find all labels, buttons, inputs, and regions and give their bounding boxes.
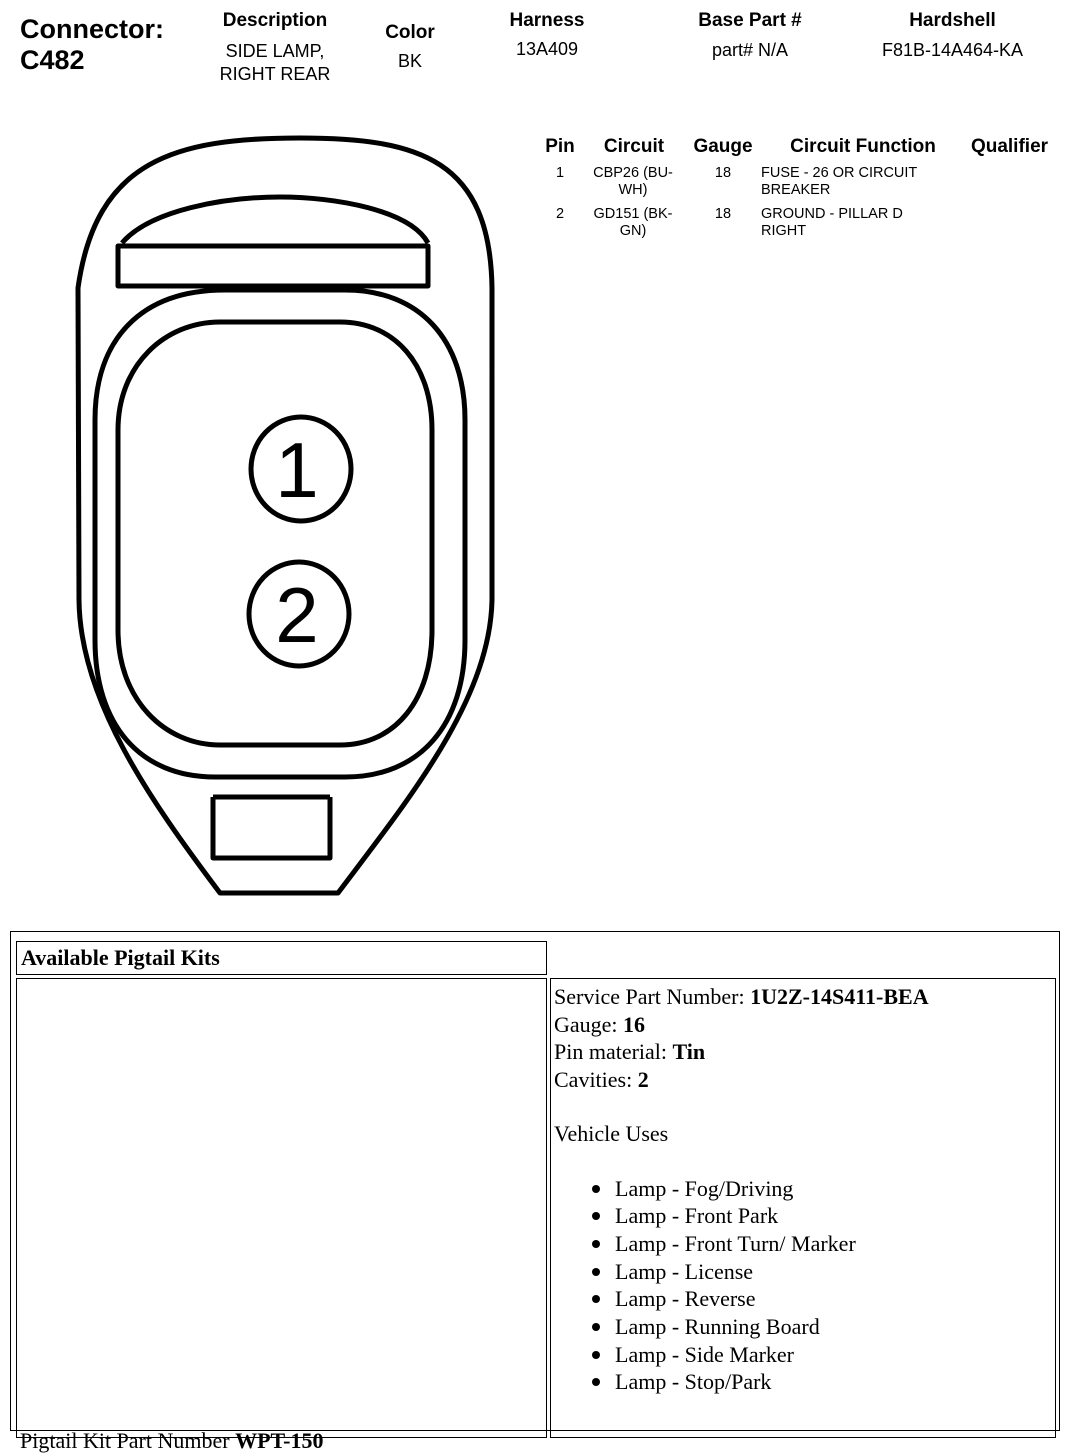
circuit-column-header: Circuit xyxy=(603,136,665,157)
list-item: Lamp - Front Park xyxy=(615,1202,1055,1230)
pigtail-kits-title-cell xyxy=(16,941,547,975)
cavity-2-label: 2 xyxy=(275,571,319,659)
latch-bar xyxy=(118,246,428,286)
gauge-label: Gauge: xyxy=(554,1011,624,1037)
middle-shroud xyxy=(95,290,465,777)
base-part-value: part# N/A xyxy=(711,40,789,60)
pin-number: 2 xyxy=(555,206,565,222)
pigtail-kits-table xyxy=(10,931,1060,1453)
pin-gauge: 18 xyxy=(714,165,732,181)
pin-circuit xyxy=(585,165,681,199)
list-item: Lamp - Side Marker xyxy=(615,1341,1055,1369)
vehicle-uses-list xyxy=(554,1175,1055,1397)
pin-function xyxy=(761,206,961,240)
description-line-1: SIDE LAMP, xyxy=(225,41,325,61)
cavities-label: Cavities: xyxy=(554,1066,638,1092)
pin-circuit-line-2: GN) xyxy=(619,223,647,239)
bottom-key xyxy=(213,797,330,858)
qualifier-column-header: Qualifier xyxy=(970,136,1049,157)
circuit-function-column-header: Circuit Function xyxy=(790,136,936,157)
gauge-value: 16 xyxy=(623,1011,646,1037)
description-header: Description xyxy=(222,10,328,31)
hardshell-header: Hardshell xyxy=(909,10,996,31)
pin-material-label: Pin material: xyxy=(554,1039,673,1064)
gauge-line xyxy=(554,1011,1055,1039)
pin-column-header: Pin xyxy=(545,136,575,157)
pin-gauge: 18 xyxy=(714,206,732,222)
list-item: Lamp - Stop/Park xyxy=(615,1368,1055,1396)
list-item: Lamp - License xyxy=(615,1258,1055,1286)
pigtail-kit-part-value: WPT-150 xyxy=(235,1428,324,1453)
service-part-details-cell xyxy=(550,978,1056,1438)
pin-function-line-1: GROUND - PILLAR D xyxy=(761,206,903,222)
pin-function xyxy=(761,165,961,199)
list-item: Lamp - Reverse xyxy=(615,1285,1055,1313)
inner-face xyxy=(118,322,432,745)
pin-circuit-line-2: WH) xyxy=(618,182,648,198)
pin-function-line-1: FUSE - 26 OR CIRCUIT xyxy=(761,165,918,181)
pigtail-kit-part-label: Pigtail Kit Part Number xyxy=(20,1428,236,1453)
list-item: Lamp - Running Board xyxy=(615,1313,1055,1341)
cavities-value: 2 xyxy=(637,1066,649,1092)
pigtail-kits-title: Available Pigtail Kits xyxy=(21,945,220,970)
description-line-2: RIGHT REAR xyxy=(219,64,331,84)
color-header: Color xyxy=(385,22,435,43)
pin-circuit-line-1: GD151 (BK- xyxy=(593,206,673,222)
pin-material-line xyxy=(554,1038,1055,1066)
list-item: Lamp - Front Turn/ Marker xyxy=(615,1230,1055,1258)
harness-value: 13A409 xyxy=(515,39,579,59)
pin-circuit xyxy=(585,206,681,240)
color-value: BK xyxy=(397,51,422,71)
pin-material-value: Tin xyxy=(672,1039,706,1064)
pin-function-line-2: RIGHT xyxy=(761,223,807,239)
latch-top xyxy=(122,197,428,243)
pin-number: 1 xyxy=(555,165,565,181)
pigtail-kit-image-cell xyxy=(16,978,547,1453)
cavities-line xyxy=(554,1066,1055,1094)
base-part-header: Base Part # xyxy=(698,10,802,31)
connector-face-drawing xyxy=(0,0,520,910)
hardshell-value: F81B-14A464-KA xyxy=(881,40,1024,60)
connector-label: Connector: xyxy=(20,14,164,44)
connector-id: C482 xyxy=(20,45,85,75)
vehicle-uses-label: Vehicle Uses xyxy=(554,1121,669,1146)
pigtail-kit-part-number xyxy=(20,1427,324,1455)
service-part-value: 1U2Z-14S411-BEA xyxy=(750,984,929,1009)
harness-header: Harness xyxy=(509,10,585,31)
gauge-column-header: Gauge xyxy=(693,136,753,157)
service-part-number xyxy=(554,983,1055,1011)
cavity-1-label: 1 xyxy=(275,426,319,514)
service-part-label: Service Part Number: xyxy=(554,984,751,1009)
list-item: Lamp - Fog/Driving xyxy=(615,1175,1055,1203)
pin-circuit-line-1: CBP26 (BU- xyxy=(593,165,673,181)
pin-function-line-2: BREAKER xyxy=(761,182,831,198)
